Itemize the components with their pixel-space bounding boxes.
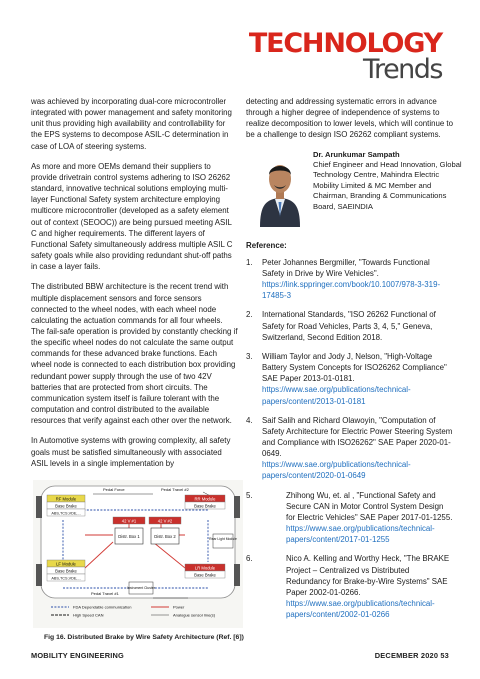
distr-box-2-label: Distr. Box 2	[154, 534, 176, 539]
reference-item: 5. Zhihong Wu, et. al , "Functional Safety and Secure CAN in Motor Control System Design for Electric Vehicles" SAE Paper 2017-01-1255. https://www.sae.org/publications/technical-papers/content/2017-01-1255	[246, 490, 453, 545]
paragraph: The distributed BBW architecture is the recent trend with multiple displacement sensors and force sensors connected to the wheel nodes, with each wheel node calculating the actuation commands for all four wheels. The fail-safe operation is provided by constantly checking if the specific wheel nodes do not calculate the same output commands for these advanced brake functions. Each wheel node is connected to each distribution box providing redundant power supply through the use of two 42V batteries that are protected from short circuits. The communication system itself is failure tolerant with the computation and control distributed to the available resources that verify against each other over the network.	[31, 282, 238, 426]
reference-link[interactable]: https://www.sae.org/publications/technical-papers/content/2017-01-1255	[286, 524, 435, 545]
battery-1-label: 42 V #1	[121, 518, 137, 524]
issue-and-page: DECEMBER 2020 53	[374, 651, 449, 660]
legend-fda: FDA Dependable communication	[73, 604, 132, 610]
legend-hs-can: High Speed CAN	[73, 612, 104, 618]
lr-module-label: LR Module	[194, 565, 216, 571]
reference-item: 2. International Standards, "ISO 26262 Functional of Safety for Road Vehicles, Parts 3, 4, 5," Geneva, Switzerland, Second Edition 2018.	[246, 310, 436, 342]
left-column	[31, 96, 238, 478]
svg-text:ABS,TCS,VDE,...: ABS,TCS,VDE,...	[51, 576, 81, 581]
lf-module-label: LF Module	[56, 561, 76, 567]
pedal-travel-1-label: Pedal Travel #1	[91, 591, 119, 596]
pedal-travel-2-label: Pedal Travel #2	[161, 487, 189, 492]
reference-link[interactable]: https://www.sae.org/publications/technical-papers/content/2002-01-0266	[286, 599, 435, 620]
instrument-cluster-label: Instrument Cluster	[127, 586, 155, 590]
reference-item: 6. Nico A. Kelling and Worthy Heck, "The BRAKE Project – Centralized vs Distributed Redundancy for Brake-by-Wire Systems" SAE Paper 2002-01-0266. https://www.sae.org/publications/technical-papers/content/2002-01-0266	[246, 553, 453, 620]
reference-link[interactable]: https://link.sppringer.com/book/10.1007/978-3-319-17485-3	[262, 280, 441, 301]
reference-link[interactable]: https://www.sae.org/publications/technical-papers/content/2020-01-0649	[262, 460, 411, 481]
bbw-architecture-diagram	[33, 480, 243, 628]
section-title-line1: TECHNOLOGY	[248, 28, 442, 59]
rr-module-label: RR Module	[194, 496, 216, 502]
legend-power: Power	[173, 604, 185, 610]
reference-heading: Reference:	[246, 240, 287, 250]
author-block	[246, 149, 462, 236]
svg-text:Base Brake: Base Brake	[194, 572, 216, 578]
paragraph: detecting and addressing systematic errors in advance through a higher degree of independence of systems to realize decomposition to lower levels, which will continue to be a challenge to design ISO 26262 compliant systems.	[246, 97, 454, 140]
paragraph: was achieved by incorporating dual-core microcontroller integrated with power management and safety monitoring unit thus providing high availability and controllability for the EPS systems to decompose ASIL-C determination in case of LOA of steering systems.	[31, 97, 232, 151]
author-name: Dr. Arunkumar Sampath	[313, 149, 400, 159]
section-title-line2: Trends	[363, 54, 442, 85]
reference-item: 1. Peter Johannes Bergmiller, "Towards Functional Safety in Drive by Wire Vehicles". https://link.sppringer.com/book/10.1007/978-3-319-17485-3	[246, 257, 453, 302]
reference-link[interactable]: https://www.sae.org/publications/technical-papers/content/2013-01-0181	[262, 385, 411, 406]
svg-text:Base Brake: Base Brake	[55, 568, 77, 574]
author-text	[313, 150, 463, 212]
reference-item: 4. Saif Salih and Richard Olawoyin, "Computation of Safety Architecture for Electric Power Steering System and Compliance with ISO26262" SAE Paper 2020-01-0649. https://www.sae.org/publications/technical-papers/content/2020-01-0649	[246, 415, 453, 481]
section-title	[249, 30, 442, 83]
svg-text:Base Brake: Base Brake	[55, 503, 77, 509]
svg-text:ABS,TCS,VDE,...: ABS,TCS,VDE,...	[51, 511, 81, 516]
author-photo	[256, 153, 304, 227]
distr-box-1-label: Distr. Box 1	[118, 534, 140, 539]
publication-name: MOBILITY ENGINEERING	[31, 651, 124, 660]
battery-2-label: 42 V #2	[157, 518, 173, 524]
right-column	[246, 96, 462, 628]
reference-list	[246, 257, 453, 621]
paragraph: As more and more OEMs demand their suppliers to provide drivetrain control systems adhering to ISO 26262 standard, innovative technical solutions employing multi-layer Functional Safety system architecture employing multicore microcontroller (developed as a safety element out of context (SEOOC)) are being pursued meeting ASIL C and higher requirements. The different layers of Functional Safety simultaneously address multiple ASIL C safety goals while also providing redundant shut-off paths in case a layer fails.	[31, 161, 233, 272]
legend-analogue: Analogue sensor line(s)	[173, 612, 216, 618]
rf-module-label: RF Module	[55, 496, 77, 502]
figure-caption: Fig 16. Distributed Brake by Wire Safety Architecture (Ref. [6])	[44, 634, 244, 641]
author-bio: Chief Engineer and Head Innovation, Global Technology Centre, Mahindra Electric Mobility Limited & MC Member and Chairman, Branding & Communications Board, SAEINDIA	[313, 160, 462, 211]
rear-light-label: Rear Light Module	[209, 537, 237, 541]
svg-text:Base Brake: Base Brake	[194, 503, 216, 509]
reference-item: 3. William Taylor and Jody J, Nelson, "High-Voltage Battery System Concepts for ISO26262 Compliance" SAE Paper 2013-01-0181. https://www.sae.org/publications/technical-papers/content/2013-01-0181	[246, 351, 453, 407]
person-icon	[256, 153, 304, 227]
pedal-force-label: Pedal Force	[103, 487, 125, 492]
paragraph: In Automotive systems with growing complexity, all safety goals must be satisfied simultaneously with associated ASIL levels in a single implementation by	[31, 436, 231, 468]
